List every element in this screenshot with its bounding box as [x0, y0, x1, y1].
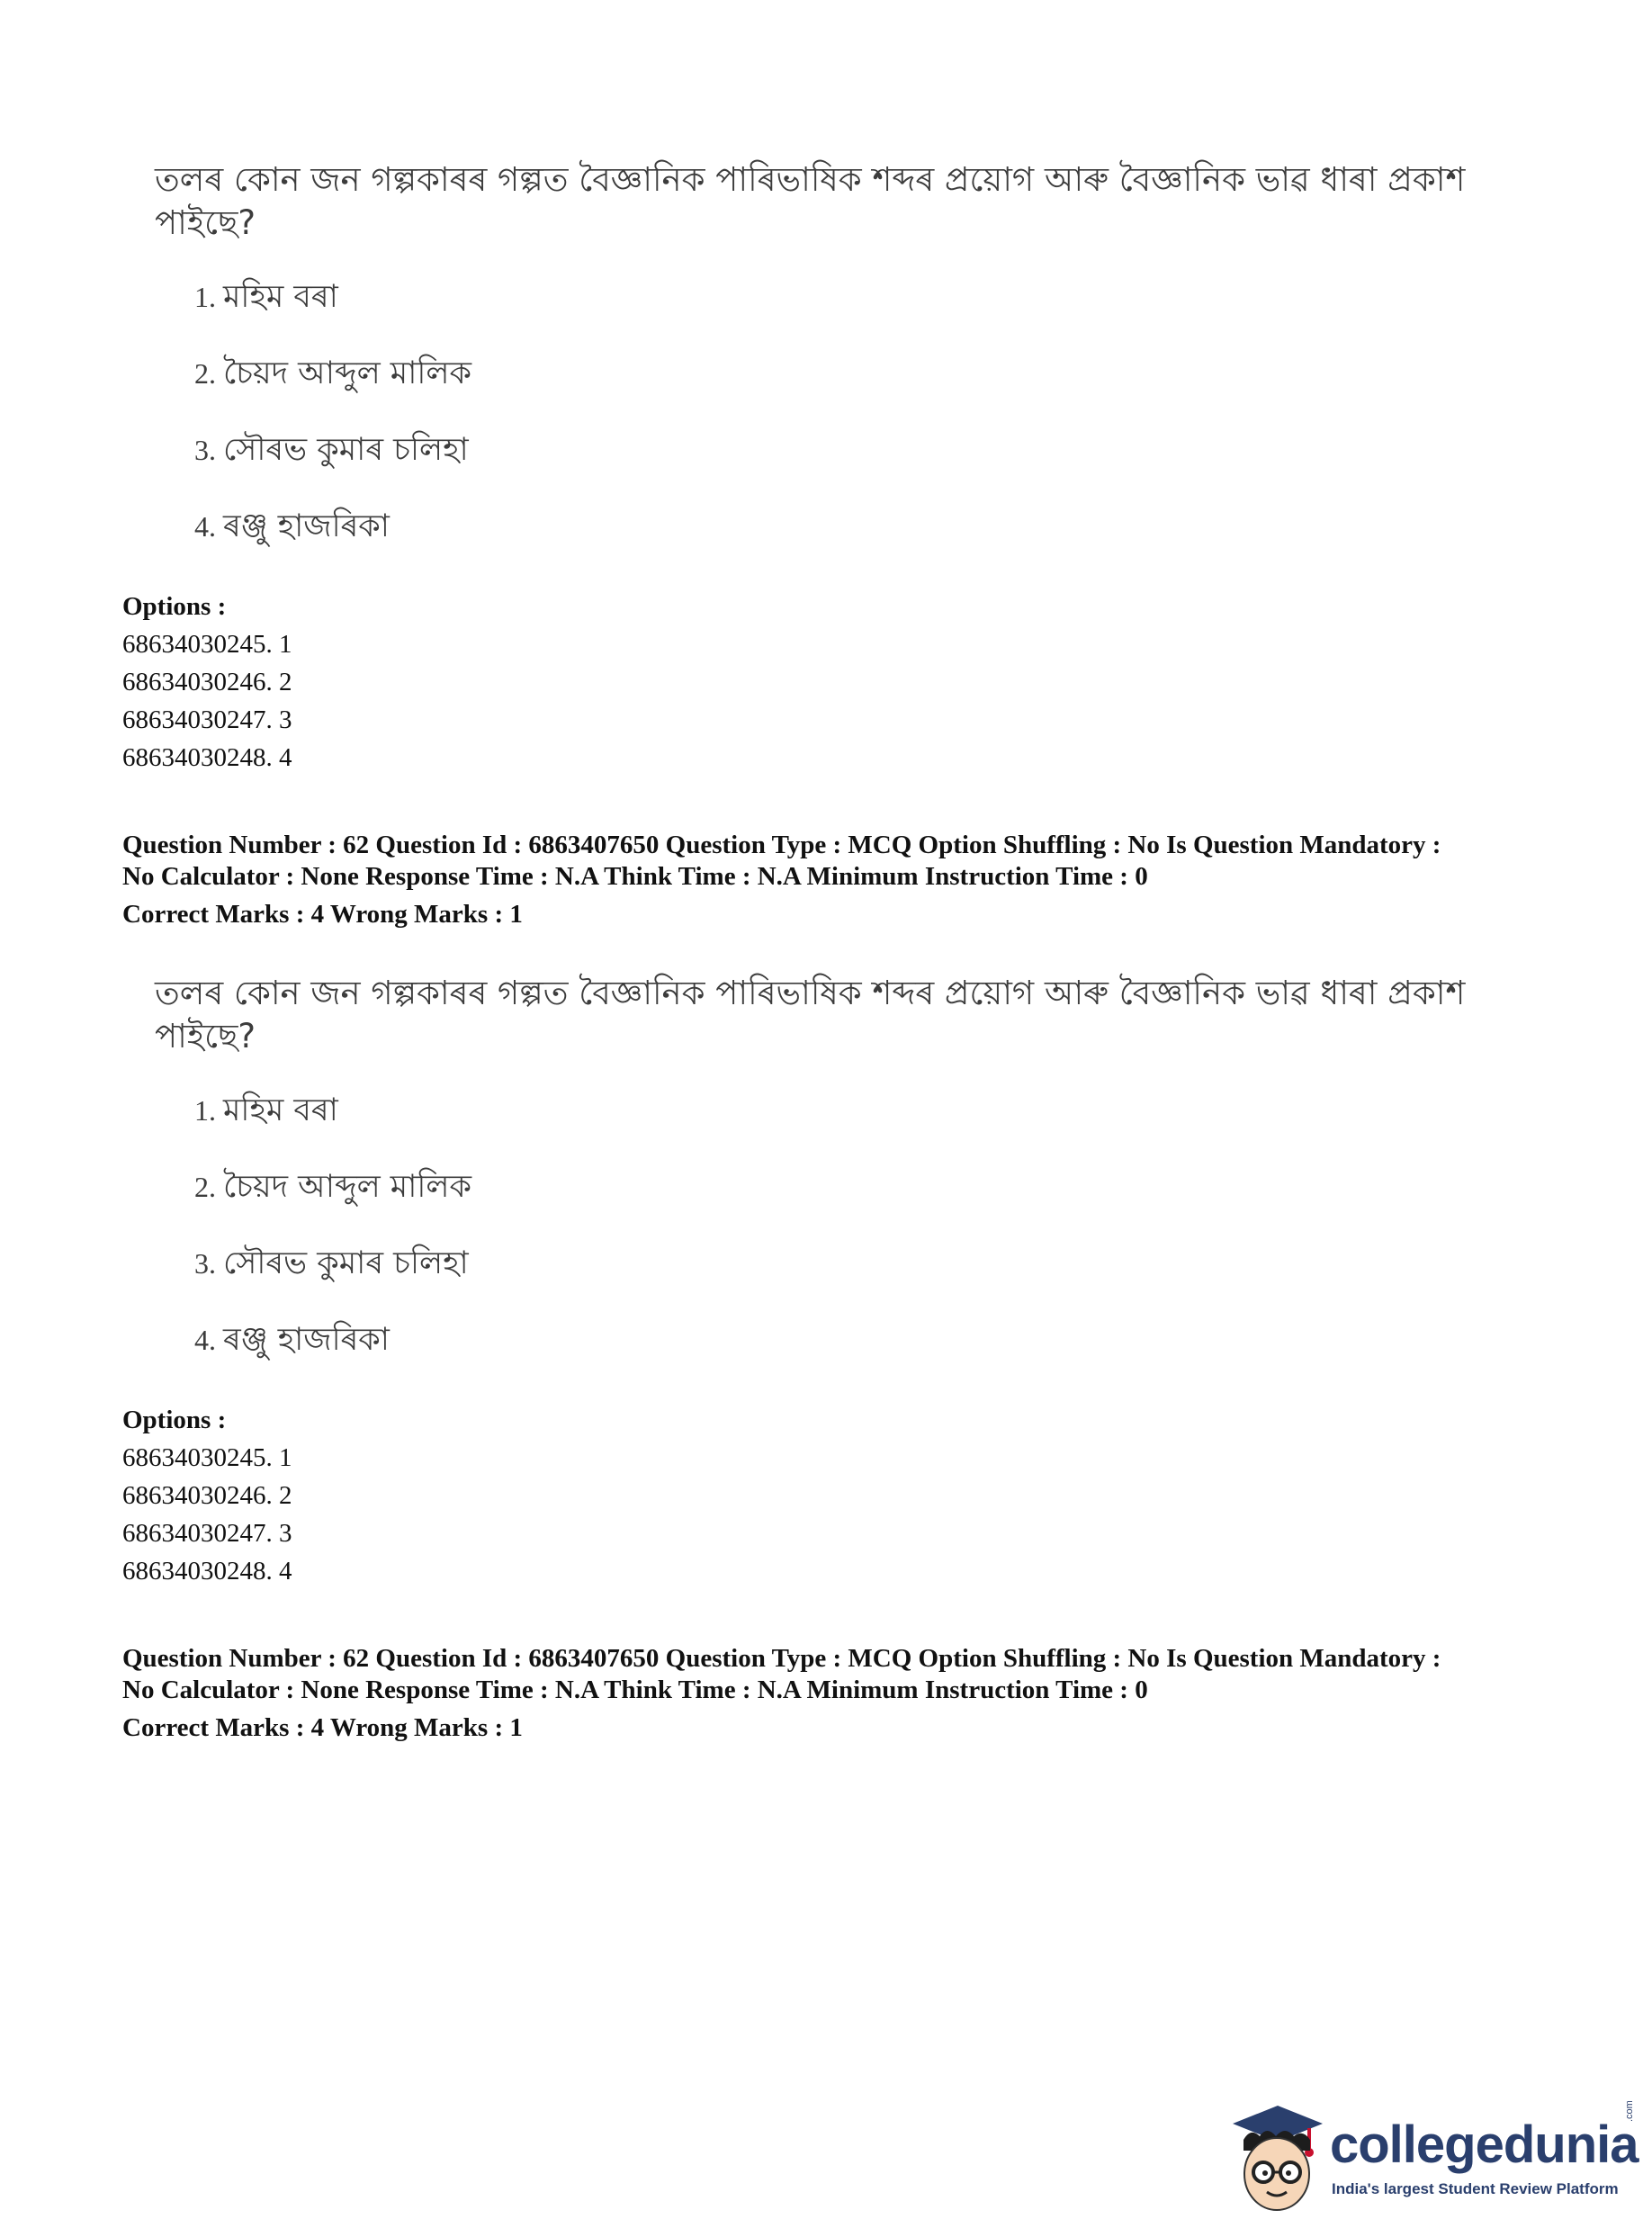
- question-text: তলৰ কোন জন গল্পকাৰৰ গল্পত বৈজ্ঞানিক পাৰিভাষিক শব্দৰ প্ৰয়োগ আৰু বৈজ্ঞানিক ভাৱ ধাৰা প্ৰকাশ পাইছে?: [155, 974, 1466, 1056]
- choice-number: 2.: [194, 357, 216, 390]
- option-id-line: 68634030245. 1: [122, 630, 292, 659]
- choice-1: [194, 1091, 338, 1130]
- option-id-line: 68634030246. 2: [122, 668, 292, 696]
- option-id-line: 68634030247. 3: [122, 1519, 292, 1548]
- choice-2: [194, 1167, 471, 1207]
- question-text: তলৰ কোন জন গল্পকাৰৰ গল্পত বৈজ্ঞানিক পাৰিভাষিক শব্দৰ প্ৰয়োগ আৰু বৈজ্ঞানিক ভাৱ ধাৰা প্ৰকাশ পাইছে?: [155, 160, 1466, 242]
- options-label: Options :: [122, 592, 227, 621]
- choice-3: [194, 430, 469, 470]
- option-id-line: 68634030245. 1: [122, 1443, 292, 1472]
- choice-text: ৰঞ্জু হাজৰিকা: [223, 508, 390, 544]
- choice-text: মহিম বৰা: [223, 1092, 338, 1128]
- choice-1: [194, 277, 338, 317]
- mascot-face-icon: [1224, 2097, 1332, 2223]
- brand-tagline: India's largest Student Review Platform: [1332, 2180, 1619, 2197]
- option-id-line: 68634030248. 4: [122, 1557, 292, 1586]
- choice-2: [194, 354, 471, 393]
- option-id-line: 68634030246. 2: [122, 1481, 292, 1510]
- marks-line: Correct Marks : 4 Wrong Marks : 1: [122, 900, 523, 929]
- question-meta-line-1: Question Number : 62 Question Id : 6863407650 Question Type : MCQ Option Shuffling : No Is Question Mandatory :: [122, 1644, 1441, 1673]
- collegedunia-logo: [1224, 2097, 1647, 2223]
- choice-4: [194, 507, 390, 546]
- choice-text: সৌৰভ কুমাৰ চলিহা: [223, 432, 469, 468]
- choice-number: 3.: [194, 1247, 216, 1280]
- choice-number: 1.: [194, 281, 216, 313]
- choice-4: [194, 1320, 390, 1360]
- question-meta-line-2: No Calculator : None Response Time : N.A Think Time : N.A Minimum Instruction Time : 0: [122, 1675, 1148, 1704]
- option-id-line: 68634030248. 4: [122, 743, 292, 772]
- choice-text: সৌৰভ কুমাৰ চলিহা: [223, 1245, 469, 1281]
- brand-name: collegedunia: [1330, 2116, 1639, 2174]
- choice-number: 2.: [194, 1171, 216, 1203]
- choice-text: মহিম বৰা: [223, 279, 338, 315]
- marks-line: Correct Marks : 4 Wrong Marks : 1: [122, 1713, 523, 1742]
- choice-text: চৈয়দ আব্দুল মালিক: [223, 1169, 471, 1205]
- choice-text: ৰঞ্জু হাজৰিকা: [223, 1322, 390, 1358]
- question-meta: [122, 1643, 1562, 1706]
- choice-number: 4.: [194, 1324, 216, 1356]
- question-meta-line-2: No Calculator : None Response Time : N.A Think Time : N.A Minimum Instruction Time : 0: [122, 862, 1148, 891]
- question-meta-line-1: Question Number : 62 Question Id : 6863407650 Question Type : MCQ Option Shuffling : No Is Question Mandatory :: [122, 831, 1441, 859]
- brand-suffix: .com: [1624, 2100, 1635, 2122]
- question-meta: [122, 830, 1562, 893]
- choice-number: 4.: [194, 510, 216, 543]
- choice-text: চৈয়দ আব্দুল মালিক: [223, 355, 471, 391]
- choice-number: 1.: [194, 1094, 216, 1127]
- option-id-line: 68634030247. 3: [122, 705, 292, 734]
- choice-number: 3.: [194, 434, 216, 466]
- options-label: Options :: [122, 1406, 227, 1434]
- choice-3: [194, 1244, 469, 1283]
